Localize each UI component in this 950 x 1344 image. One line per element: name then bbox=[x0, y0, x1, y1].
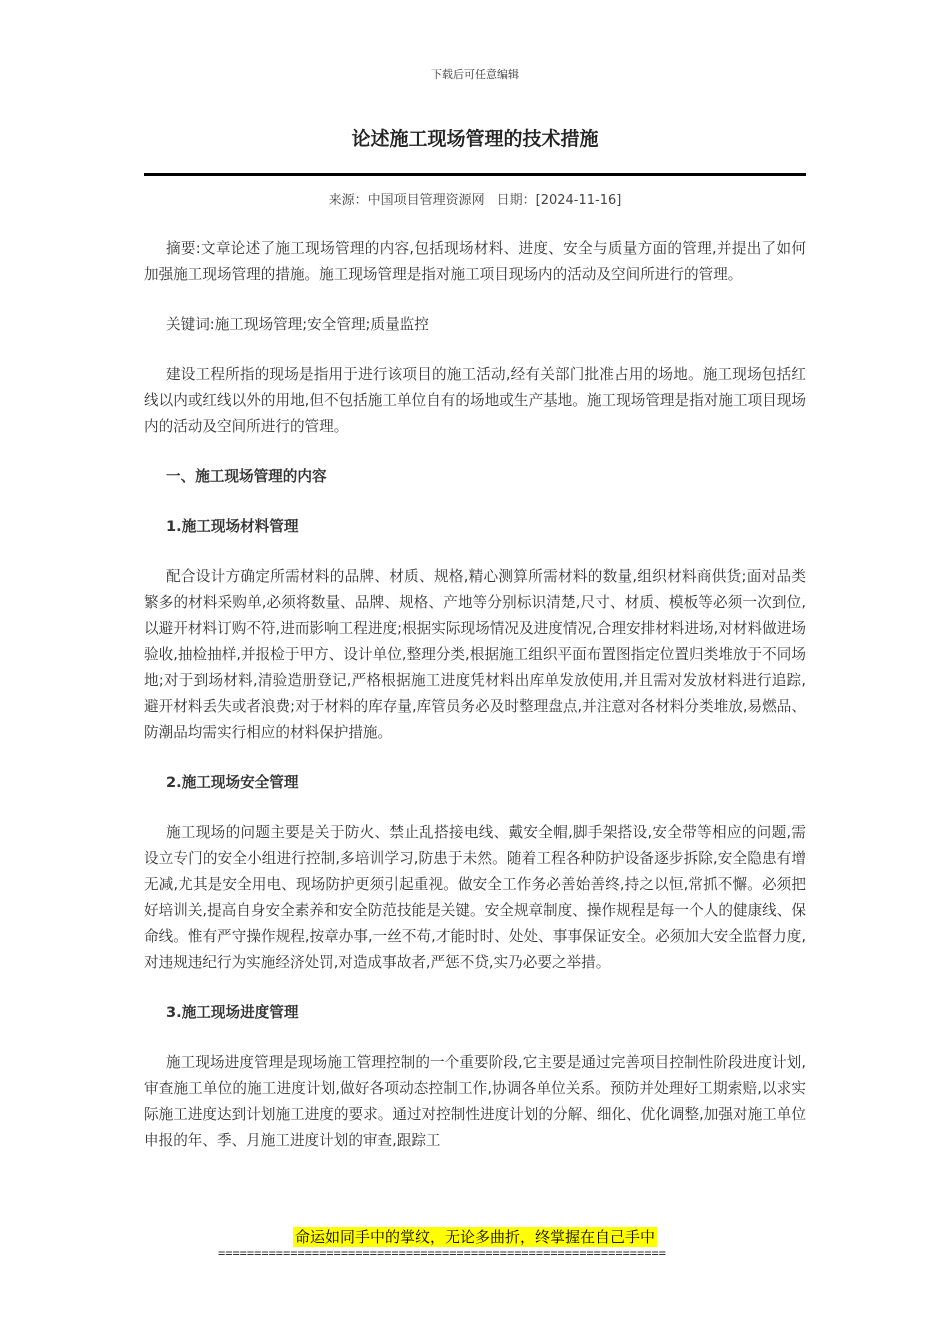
intro-paragraph: 建设工程所指的现场是指用于进行该项目的施工活动,经有关部门批准占用的场地。施工现场包括红线以内或红线以外的用地,但不包括施工单位自有的场地或生产基地。施工现场管理是指对施工项目现场内的活动及空间所进行的管理。 bbox=[144, 366, 806, 435]
footer-separator: ============================================================== bbox=[218, 1246, 666, 1260]
materials-paragraph: 配合设计方确定所需材料的品牌、材质、规格,精心测算所需材料的数量,组织材料商供货;面对品类繁多的材料采购单,必须将数量、品牌、规格、产地等分别标识清楚,尺寸、材质、模板等必须一次到位,以避开材料订购不符,进而影响工程进度;根据实际现场情况及进度情况,合理安排材料进场,对材料做进场验收,抽检抽样,并报检于甲方、设计单位,整理分类,根据施工组织平面布置图指定位置归类堆放于不同场地;对于到场材料,清验造册登记,严格根据施工进度凭材料出库单发放使用,并且需对发放材料进行追踪,避开材料丢失或者浪费;对于材料的库存量,库管员务必及时整理盘点,并注意对各材料分类堆放,易燃品、防潮品均需实行相应的材料保护措施。 bbox=[144, 568, 806, 741]
section-heading: 一、施工现场管理的内容 bbox=[166, 468, 327, 485]
meta-date: 日期：[2024-11-16] bbox=[496, 193, 622, 208]
header-note: 下载后可任意编辑 bbox=[431, 68, 519, 81]
footer-slogan bbox=[0, 1226, 950, 1247]
keywords-paragraph: 关键词:施工现场管理;安全管理;质量监控 bbox=[166, 316, 429, 333]
subsection-heading-progress: 3.施工现场进度管理 bbox=[166, 1004, 299, 1021]
title-divider bbox=[144, 173, 806, 176]
abstract-paragraph: 摘要:文章论述了施工现场管理的内容,包括现场材料、进度、安全与质量方面的管理,并提出了如何加强施工现场管理的措施。施工现场管理是指对施工项目现场内的活动及空间所进行的管理。 bbox=[144, 240, 806, 283]
progress-paragraph: 施工现场进度管理是现场施工管理控制的一个重要阶段,它主要是通过完善项目控制性阶段进度计划,审查施工单位的施工进度计划,做好各项动态控制工作,协调各单位关系。预防并处理好工期索赔,以求实际施工进度达到计划施工进度的要求。通过对控制性进度计划的分解、细化、优化调整,加强对施工单位申报的年、季、月施工进度计划的审查,跟踪工 bbox=[144, 1054, 806, 1149]
footer-slogan-text: 命运如同手中的掌纹，无论多曲折，终掌握在自己手中 bbox=[294, 1228, 655, 1246]
safety-paragraph: 施工现场的问题主要是关于防火、禁止乱搭接电线、戴安全帽,脚手架搭设,安全带等相应的问题,需设立专门的安全小组进行控制,多培训学习,防患于未然。随着工程各种防护设备逐步拆除,安全隐患有增无减,尤其是安全用电、现场防护更须引起重视。做安全工作务必善始善终,持之以恒,常抓不懈。必须把好培训关,提高自身安全素养和安全防范技能是关键。安全规章制度、操作规程是每一个人的健康线、保命线。惟有严守操作规程,按章办事,一丝不苟,才能时时、处处、事事保证安全。必须加大安全监督力度,对违规违纪行为实施经济处罚,对造成事故者,严惩不贷,实乃必要之举措。 bbox=[144, 824, 806, 971]
article-meta bbox=[144, 189, 806, 208]
page-title: 论述施工现场管理的技术措施 bbox=[351, 128, 599, 150]
subsection-heading-safety: 2.施工现场安全管理 bbox=[166, 774, 299, 791]
article-body bbox=[144, 236, 806, 1178]
subsection-heading-materials: 1.施工现场材料管理 bbox=[166, 518, 299, 535]
meta-source: 来源：中国项目管理资源网 bbox=[328, 193, 485, 208]
